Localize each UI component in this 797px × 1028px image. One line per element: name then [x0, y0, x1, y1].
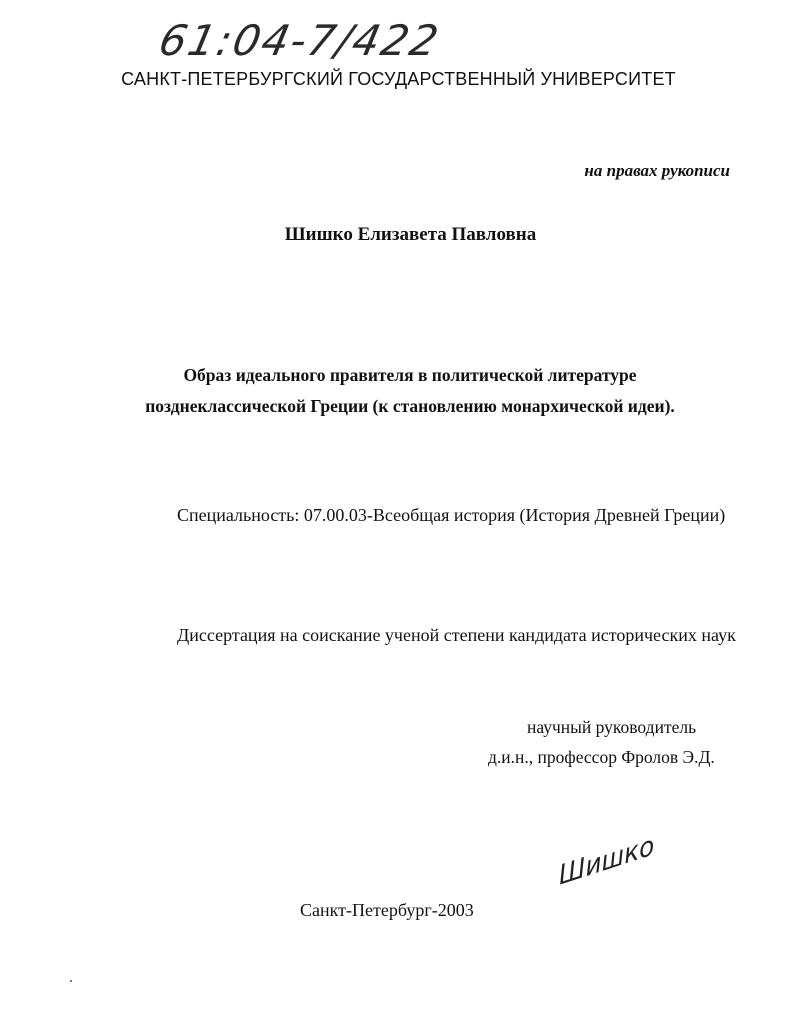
- supervisor-name: д.и.н., профессор Фролов Э.Д.: [488, 747, 715, 767]
- specialty-line: Специальность: 07.00.03-Всеобщая история (История Древней Греции): [177, 505, 726, 525]
- author-signature: [557, 830, 656, 918]
- supervisor-role: научный руководитель: [527, 717, 697, 737]
- archive-code-text: 61:04-7/422: [154, 16, 445, 65]
- university-name: САНКТ-ПЕТЕРБУРГСКИЙ ГОСУДАРСТВЕННЫЙ УНИВЕРСИТЕТ: [121, 69, 676, 89]
- dissertation-degree-line: Диссертация на соискание ученой степени кандидата исторических наук: [177, 625, 736, 645]
- title-line-1: Образ идеального правителя в политической литературе: [183, 365, 637, 385]
- author-name: Шишко Елизавета Павловна: [284, 224, 537, 245]
- manuscript-note: на правах рукописи: [584, 161, 730, 180]
- title-line-2: позднеклассической Греции (к становлению монархической идеи).: [145, 396, 675, 416]
- signature-text: Шишко: [557, 830, 656, 892]
- dissertation-title: [130, 360, 690, 422]
- archive-code-handwritten: [150, 10, 445, 74]
- city-year: Санкт-Петербург-2003: [300, 900, 474, 920]
- scan-speck: [70, 980, 72, 982]
